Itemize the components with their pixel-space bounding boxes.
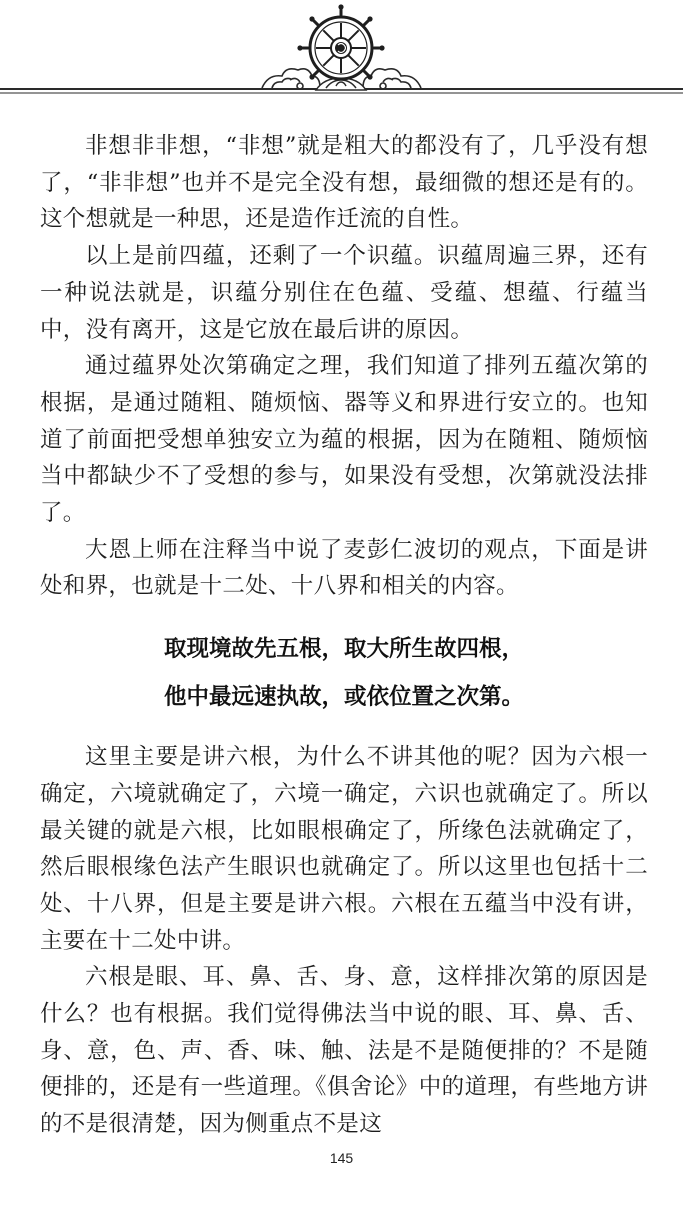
verse-line: 他中最远速执故，或依位置之次第。 (163, 684, 524, 711)
paragraph: 这里主要是讲六根，为什么不讲其他的呢？因为六根一确定，六境就确定了，六境一确定，六识也就确定了。所以最关键的就是六根，比如眼根确定了，所缘色法就确定了，然后眼根缘色法产生眼识也就确定了。所以这里也包括十二处、十八界，但是主要是讲六根。六根在五蕴当中没有讲，主要在十二处中讲。 (40, 744, 648, 954)
paragraph: 六根是眼、耳、鼻、舌、身、意，这样排次第的原因是什么？也有根据。我们觉得佛法当中说的眼、耳、鼻、舌、身、意，色、声、香、味、触、法是不是随便排的？不是随便排的，还是有一些道理。《俱舍论》中的道理，有些地方讲的不是很清楚，因为侧重点不是这 (40, 964, 648, 1138)
paragraph: 以上是前四蕴，还剩了一个识蕴。识蕴周遍三界，还有一种说法就是，识蕴分别住在色蕴、受蕴、想蕴、行蕴当中，没有离开，这是它放在最后讲的原因。 (40, 243, 648, 343)
page-number: 145 (329, 1150, 354, 1166)
page-header (0, 0, 683, 110)
dharma-wheel-icon (297, 4, 384, 79)
verse-block (40, 625, 648, 721)
paragraph: 大恩上师在注释当中说了麦彭仁波切的观点，下面是讲处和界，也就是十二处、十八界和相关的内容。 (40, 536, 648, 600)
header-ornament (0, 0, 683, 110)
verse-line: 取现境故先五根，取大所生故四根， (163, 636, 524, 663)
paragraph: 通过蕴界处次第确定之理，我们知道了排列五蕴次第的根据，是通过随粗、随烦恼、器等义和界进行安立的。也知道了前面把受想单独安立为蕴的根据，因为在随粗、随烦恼当中都缺少不了受想的参与，如果没有受想，次第就没法排了。 (40, 353, 648, 527)
paragraph: 非想非非想，“非想”就是粗大的都没有了，几乎没有想了，“非非想”也并不是完全没有想，最细微的想还是有的。这个想就是一种思，还是造作迁流的自性。 (40, 133, 648, 233)
page-body (40, 128, 648, 1143)
